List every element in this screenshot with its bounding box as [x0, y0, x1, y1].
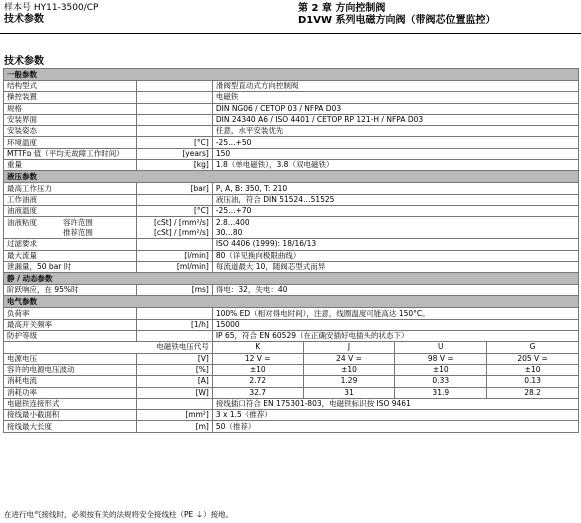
param-unit	[136, 126, 212, 137]
viscosity-value2: 30…80	[215, 227, 243, 237]
grid-value: 98 V =	[395, 353, 487, 364]
spec-row	[4, 183, 579, 194]
spec-row	[4, 81, 579, 92]
grid-value: 0.13	[487, 376, 579, 387]
param-value: P, A, B: 350, T: 210	[212, 183, 578, 194]
electrical-section-row	[4, 296, 579, 308]
dynamic-section-row	[4, 273, 579, 285]
param-value: IP 65，符合 EN 60529（在正确安插好电插头的状态下）	[212, 331, 578, 342]
param-label: 最大流量	[4, 250, 137, 261]
param-unit: [°C]	[136, 137, 212, 148]
chapter-title: 第 2 章 方向控制阀	[298, 3, 386, 14]
voltage-code: K	[212, 342, 303, 353]
voltage-code-row	[4, 342, 579, 353]
spec-row	[4, 126, 579, 137]
param-value: ISO 4406 (1999): 18/16/13	[212, 239, 578, 250]
param-label: 电源电压	[4, 353, 137, 364]
grid-value: 31	[303, 387, 395, 398]
grid-value: 12 V =	[212, 353, 303, 364]
param-label: 安装界面	[4, 114, 137, 125]
param-unit: [°C]	[136, 205, 212, 216]
param-value: 液压油，符合 DIN 51524…51525	[212, 194, 578, 205]
grid-value: 31.9	[395, 387, 487, 398]
spec-row	[4, 410, 579, 421]
param-value: 80（详见换向极限曲线）	[212, 250, 578, 261]
spec-row	[4, 308, 579, 319]
grid-value: 1.29	[303, 376, 395, 387]
param-value: 电磁铁	[212, 92, 578, 103]
voltage-code: U	[395, 342, 487, 353]
param-value: DIN NG06 / CETOP 03 / NFPA D03	[212, 103, 578, 114]
electrical-grid-row	[4, 364, 579, 375]
param-value: 得电：32，失电：40	[212, 285, 578, 296]
param-label: 消耗电流	[4, 376, 137, 387]
viscosity-label-cell	[4, 217, 137, 239]
param-unit: [1/h]	[136, 319, 212, 330]
param-label: 规格	[4, 103, 137, 114]
param-label: 接线最大长度	[4, 421, 137, 432]
grid-value: ±10	[303, 364, 395, 375]
spec-row	[4, 114, 579, 125]
grid-value: 32.7	[212, 387, 303, 398]
spec-row	[4, 319, 579, 330]
param-unit: [bar]	[136, 183, 212, 194]
footer-text-before: 在进行电气接线时，必须按有关的法规将安全接线柱（PE	[4, 510, 196, 519]
electrical-heading: 电气参数	[4, 296, 579, 308]
param-unit: [l/min]	[136, 250, 212, 261]
param-unit: [%]	[136, 364, 212, 375]
param-label: 接线最小截面积	[4, 410, 137, 421]
header-divider	[0, 33, 581, 34]
spec-row	[4, 137, 579, 148]
footer-note	[4, 509, 233, 520]
voltage-code-label: 电磁铁电压代号	[4, 342, 213, 353]
param-label: 过滤要求	[4, 239, 137, 250]
hydraulic-heading: 液压参数	[4, 171, 579, 183]
spec-row	[4, 148, 579, 159]
spec-row	[4, 250, 579, 261]
spec-row	[4, 205, 579, 216]
param-unit	[136, 114, 212, 125]
param-unit	[136, 194, 212, 205]
viscosity-value1: 2.8…400	[215, 217, 250, 227]
hydraulic-section-row	[4, 171, 579, 183]
electrical-grid-row	[4, 387, 579, 398]
param-label: 消耗功率	[4, 387, 137, 398]
param-label: 泄漏量，50 bar 时	[4, 261, 137, 272]
grid-value: ±10	[395, 364, 487, 375]
param-label: 最高工作压力	[4, 183, 137, 194]
viscosity-unit-cell	[136, 217, 212, 239]
dynamic-heading: 静 / 动态参数	[4, 273, 579, 285]
param-unit	[136, 81, 212, 92]
viscosity-label: 油液粘度	[7, 217, 37, 227]
param-unit: [ms]	[136, 285, 212, 296]
param-label: 防护等级	[4, 331, 137, 342]
header-right	[298, 3, 496, 27]
param-label: 阶跃响应，在 95%时	[4, 285, 137, 296]
param-unit: [W]	[136, 387, 212, 398]
param-label: 安装姿态	[4, 126, 137, 137]
voltage-code: G	[487, 342, 579, 353]
spec-body	[4, 69, 579, 433]
param-label: 负荷率	[4, 308, 137, 319]
footer-text-after: ）接地。	[203, 510, 234, 519]
param-label: 容许的电源电压波动	[4, 364, 137, 375]
param-unit: [kg]	[136, 160, 212, 171]
grid-value: 2.72	[212, 376, 303, 387]
param-value: 150	[212, 148, 578, 159]
spec-row	[4, 398, 579, 409]
param-unit	[136, 92, 212, 103]
param-unit	[136, 239, 212, 250]
viscosity-unit1: [cSt] / [mm²/s]	[153, 217, 209, 227]
grid-value: 205 V =	[487, 353, 579, 364]
electrical-grid-row	[4, 353, 579, 364]
param-value: 任意，水平安装优先	[212, 126, 578, 137]
param-value: 接线插口符合 EN 175301-803，电磁铁标识按 ISO 9461	[212, 398, 578, 409]
param-label: 工作油液	[4, 194, 137, 205]
viscosity-row	[4, 217, 579, 239]
spec-row	[4, 160, 579, 171]
param-value: 1.8（单电磁铁），3.8（双电磁铁）	[212, 160, 578, 171]
header-left	[4, 3, 98, 25]
param-value: 滑阀型直动式方向控制阀	[212, 81, 578, 92]
param-unit: [V]	[136, 353, 212, 364]
ground-icon: ⏚	[195, 510, 204, 519]
param-unit: [m]	[136, 421, 212, 432]
param-unit	[136, 103, 212, 114]
param-value: -25…+70	[212, 205, 578, 216]
catalog-number: 样本号 HY11-3500/CP	[4, 3, 99, 13]
spec-row	[4, 331, 579, 342]
spec-row	[4, 194, 579, 205]
param-value: 15000	[212, 319, 578, 330]
param-label: MTTFᴅ 值（平均无故障工作时间）	[4, 148, 137, 159]
param-label: 油液温度	[4, 205, 137, 216]
param-value: 50（推荐）	[212, 421, 578, 432]
param-unit	[136, 331, 212, 342]
grid-value: ±10	[212, 364, 303, 375]
general-section-row	[4, 69, 579, 81]
param-unit: [ml/min]	[136, 261, 212, 272]
param-unit: [years]	[136, 148, 212, 159]
param-label: 环境温度	[4, 137, 137, 148]
param-value: 3 x 1.5（推荐）	[212, 410, 578, 421]
grid-value: 0.33	[395, 376, 487, 387]
spec-row	[4, 92, 579, 103]
spec-row	[4, 239, 579, 250]
spec-row	[4, 103, 579, 114]
param-value: DIN 24340 A6 / ISO 4401 / CETOP RP 121-H / NFPA D03	[212, 114, 578, 125]
param-value: 每流道最大 10，随阀芯型式而异	[212, 261, 578, 272]
param-unit: [A]	[136, 376, 212, 387]
voltage-code: J	[303, 342, 395, 353]
product-title: D1VW 系列电磁方向阀（带阀芯位置监控）	[298, 15, 496, 26]
spec-table	[3, 68, 579, 433]
spec-row	[4, 261, 579, 272]
grid-value: ±10	[487, 364, 579, 375]
viscosity-unit2: [cSt] / [mm²/s]	[153, 227, 209, 237]
param-value: -25…+50	[212, 137, 578, 148]
viscosity-value-cell	[212, 217, 578, 239]
viscosity-sub-allowed: 容许范围	[62, 217, 93, 227]
param-unit: [mm²]	[136, 410, 212, 421]
grid-value: 24 V =	[303, 353, 395, 364]
viscosity-sub-recommended: 推荐范围	[62, 227, 93, 237]
param-label: 电磁铁连接形式	[4, 398, 137, 409]
spec-row	[4, 285, 579, 296]
spec-row	[4, 421, 579, 432]
grid-value: 28.2	[487, 387, 579, 398]
electrical-grid-row	[4, 376, 579, 387]
param-unit	[136, 308, 212, 319]
param-label: 操控装置	[4, 92, 137, 103]
page-title: 技术参数	[4, 56, 44, 67]
general-heading: 一般参数	[4, 69, 579, 81]
header-section: 技术参数	[4, 14, 44, 25]
param-label: 最高开关频率	[4, 319, 137, 330]
param-value: 100% ED（相对得电时间），注意，线圈温度可能高达 150°C。	[212, 308, 578, 319]
param-unit	[136, 398, 212, 409]
param-label: 重量	[4, 160, 137, 171]
param-label: 结构型式	[4, 81, 137, 92]
